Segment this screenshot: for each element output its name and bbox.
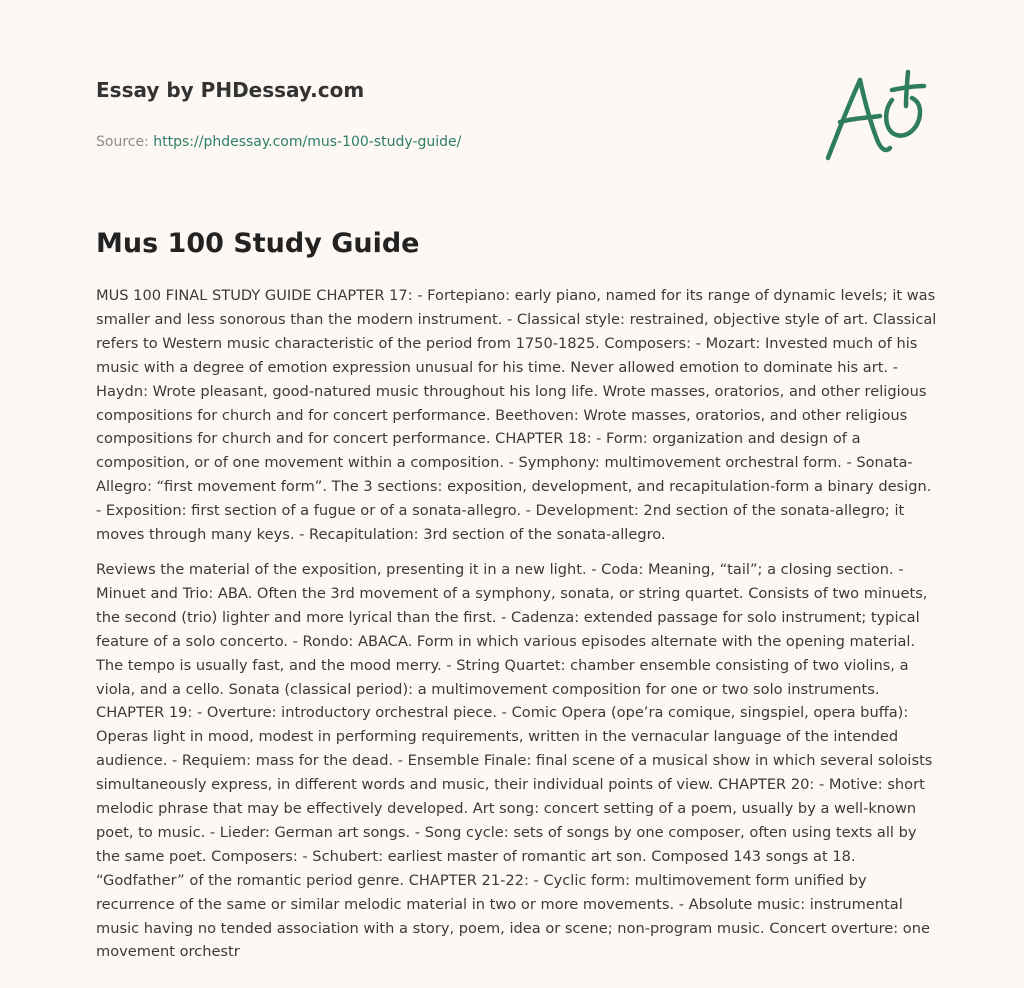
source-link[interactable]: https://phdessay.com/mus-100-study-guide/ bbox=[153, 134, 462, 150]
page-title: Mus 100 Study Guide bbox=[96, 228, 420, 259]
site-title: Essay by PHDessay.com bbox=[96, 78, 365, 102]
site-header bbox=[96, 76, 696, 152]
source-label: Source: bbox=[96, 134, 154, 150]
a-plus-logo-icon bbox=[820, 66, 930, 166]
essay-body bbox=[96, 284, 938, 975]
essay-paragraph: Reviews the material of the exposition, presenting it in a new light. - Coda: Meaning, “tail”; a closing section. - Minuet and Trio: ABA. Often the 3rd movement of a symphony, sonata, or string quartet. Consists of two minuets, the second (trio) lighter and more lyrical than the first. - Cadenza: extended passage for solo instrument; typical feature of a solo concerto. - Rondo: ABACA. Form in which various episodes alternate with the opening material. The tempo is usually fast, and the mood merry. - String Quartet: chamber ensemble consisting of two violins, a viola, and a cello. Sonata (classical period): a multimovement composition for one or two solo instruments. CHAPTER 19: - Overture: introductory orchestral piece. - Comic Opera (ope’ra comique, singspiel, opera buffa): Operas light in mood, modest in performing requirements, written in the vernacular language of the intended audience. - Requiem: mass for the dead. - Ensemble Finale: final scene of a musical show in which several soloists simultaneously express, in different words and music, their individual points of view. CHAPTER 20: - Motive: short melodic phrase that may be effectively developed. Art song: concert setting of a poem, usually by a well-known poet, to music. - Lieder: German art songs. - Song cycle: sets of songs by one composer, often using texts all by the same poet. Composers: - Schubert: earliest master of romantic art son. Composed 143 songs at 18. “Godfather” of the romantic period genre. CHAPTER 21-22: - Cyclic form: multimovement form unified by recurrence of the same or similar melodic material in two or more movements. - Absolute music: instrumental music having no tended association with a story, poem, idea or scene; non-program music. Concert overture: one movement orchestr bbox=[96, 560, 933, 961]
source-line bbox=[96, 132, 696, 152]
essay-paragraph: MUS 100 FINAL STUDY GUIDE CHAPTER 17: - Fortepiano: early piano, named for its range of dynamic levels; it was smaller and less sonorous than the modern instrument. - Classical style: restrained, objective style of art. Classical refers to Western music characteristic of the period from 1750-1825. Composers: - Mozart: Invested much of his music with a degree of emotion expression unusual for his time. Never allowed emotion to dominate his art. - Haydn: Wrote pleasant, good-natured music throughout his long life. Wrote masses, oratorios, and other religious compositions for church and for concert performance. Beethoven: Wrote masses, oratorios, and other religious compositions for church and for concert performance. CHAPTER 18: - Form: organization and design of a composition, or of one movement within a composition. - Symphony: multimovement orchestral form. - Sonata-Allegro: “first movement form”. The 3 sections: exposition, development, and recapitulation-form a binary design. - Exposition: first section of a fugue or of a sonata-allegro. - Development: 2nd section of the sonata-allegro; it moves through many keys. - Recapitulation: 3rd section of the sonata-allegro. bbox=[96, 287, 937, 544]
